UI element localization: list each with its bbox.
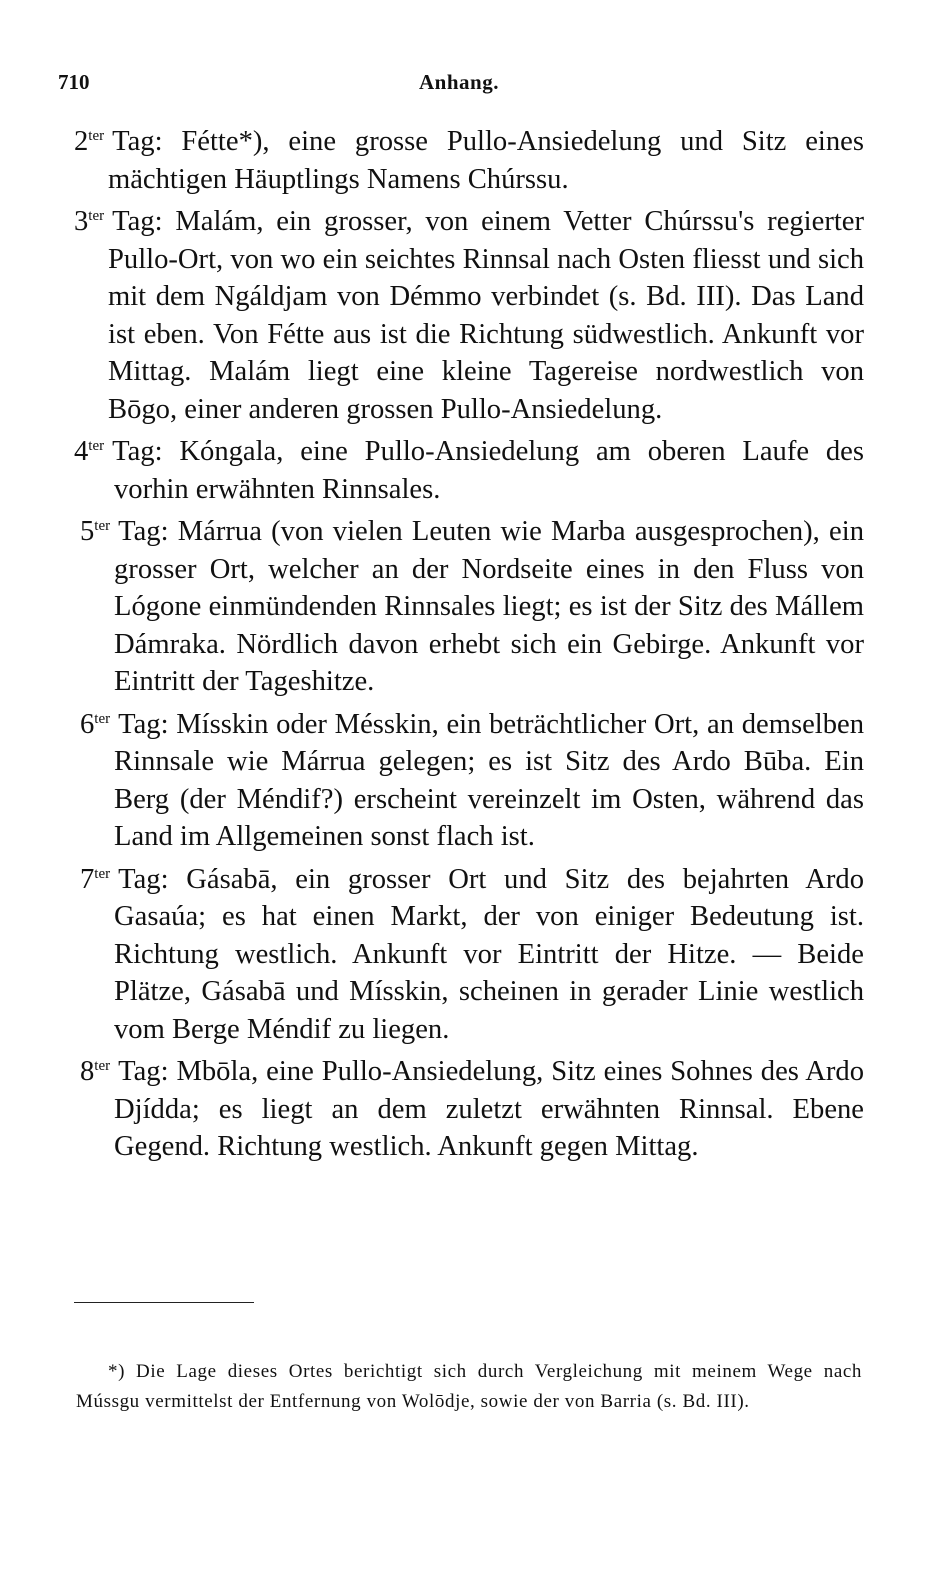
day-entry-8 [80,1048,864,1166]
day-entry-7 [80,856,864,1049]
ordinal-suffix: ter [88,128,105,144]
footnote: *) Die Lage dieses Ortes berichtigt sich durch Vergleichung mit meinem Wege nach Mússgu vermittelst der Entfernung von Wolōdje, sowie der von Barria (s. Bd. III). [76,1361,862,1412]
ordinal-number: 8 [80,1056,95,1087]
day-entry-2 [74,118,864,198]
ordinal-suffix: ter [94,710,111,727]
page-header [58,70,860,100]
entry-text: Tag: Kóngala, eine Pullo-Ansiedelung am oberen Laufe des vorhin erwähnten Rinnsales. [112,436,864,505]
day-entry-4 [74,428,864,508]
ordinal-number: 6 [80,708,95,740]
itinerary-text [74,118,864,1166]
day-entry-5 [80,508,864,701]
entry-text: Tag: Mbōla, eine Pullo-Ansiedelung, Sitz eines Sohnes des Ardo Djídda; es liegt an dem zuletzt erwähnten Rinnsal. Ebene Gegend. Richtung westlich. Ankunft gegen Mittag. [114,1056,864,1162]
ordinal-suffix: ter [94,865,111,882]
ordinal-suffix: ter [94,518,111,534]
page-number: 710 [58,70,90,94]
entry-text: Tag: Fétte*), eine grosse Pullo-Ansiedelung und Sitz eines mächtigen Häuptlings Namens Chúrssu. [108,126,864,195]
ordinal-number: 3 [74,206,89,237]
ordinal-suffix: ter [88,438,105,454]
ordinal-number: 7 [80,863,95,895]
entry-text: Tag: Márrua (von vielen Leuten wie Marba ausgesprochen), ein grosser Ort, welcher an der Nordseite eines in den Fluss von Lógone einmündenden Rinnsales liegt; es ist der Sitz des Mállem Dámraka. Nördlich davon erhebt sich ein Gebirge. Ankunft vor Eintritt der Tageshitze. [114,516,864,697]
entry-text: Tag: Gásabā, ein grosser Ort und Sitz des bejahrten Ardo Gasaúa; es hat einen Markt, der von einiger Bedeutung ist. Richtung westlich. Ankunft vor Eintritt der Hitze. — Beide Plätze, Gásabā und Mísskin, scheinen in gerader Linie westlich vom Berge Méndif zu liegen. [114,863,864,1045]
day-entry-6 [80,701,864,856]
running-head: Anhang. [419,70,499,94]
ordinal-number: 4 [74,436,89,467]
entry-text: Tag: Malám, ein grosser, von einem Vetter Chúrssu's regierter Pullo-Ort, von wo ein seichtes Rinnsal nach Osten fliesst und sich mit dem Ngáldjam von Démmo verbindet (s. Bd. III). Das Land ist eben. Von Fétte aus ist die Richtung südwestlich. Ankunft vor Mittag. Malám liegt eine kleine Tagereise nordwestlich von Bōgo, einer anderen grossen Pullo-Ansiedelung. [108,206,864,425]
entry-text: Tag: Mísskin oder Mésskin, ein beträchtlicher Ort, an demselben Rinnsale wie Márrua gelegen; es ist Sitz des Ardo Būba. Ein Berg (der Méndif?) erscheint vereinzelt im Osten, während das Land im Allgemeinen sonst flach ist. [114,708,864,852]
footnote-divider [74,1302,254,1303]
ordinal-number: 5 [80,516,95,547]
ordinal-suffix: ter [88,208,105,224]
ordinal-suffix: ter [94,1058,111,1074]
day-entry-3 [74,198,864,428]
ordinal-number: 2 [74,126,89,157]
